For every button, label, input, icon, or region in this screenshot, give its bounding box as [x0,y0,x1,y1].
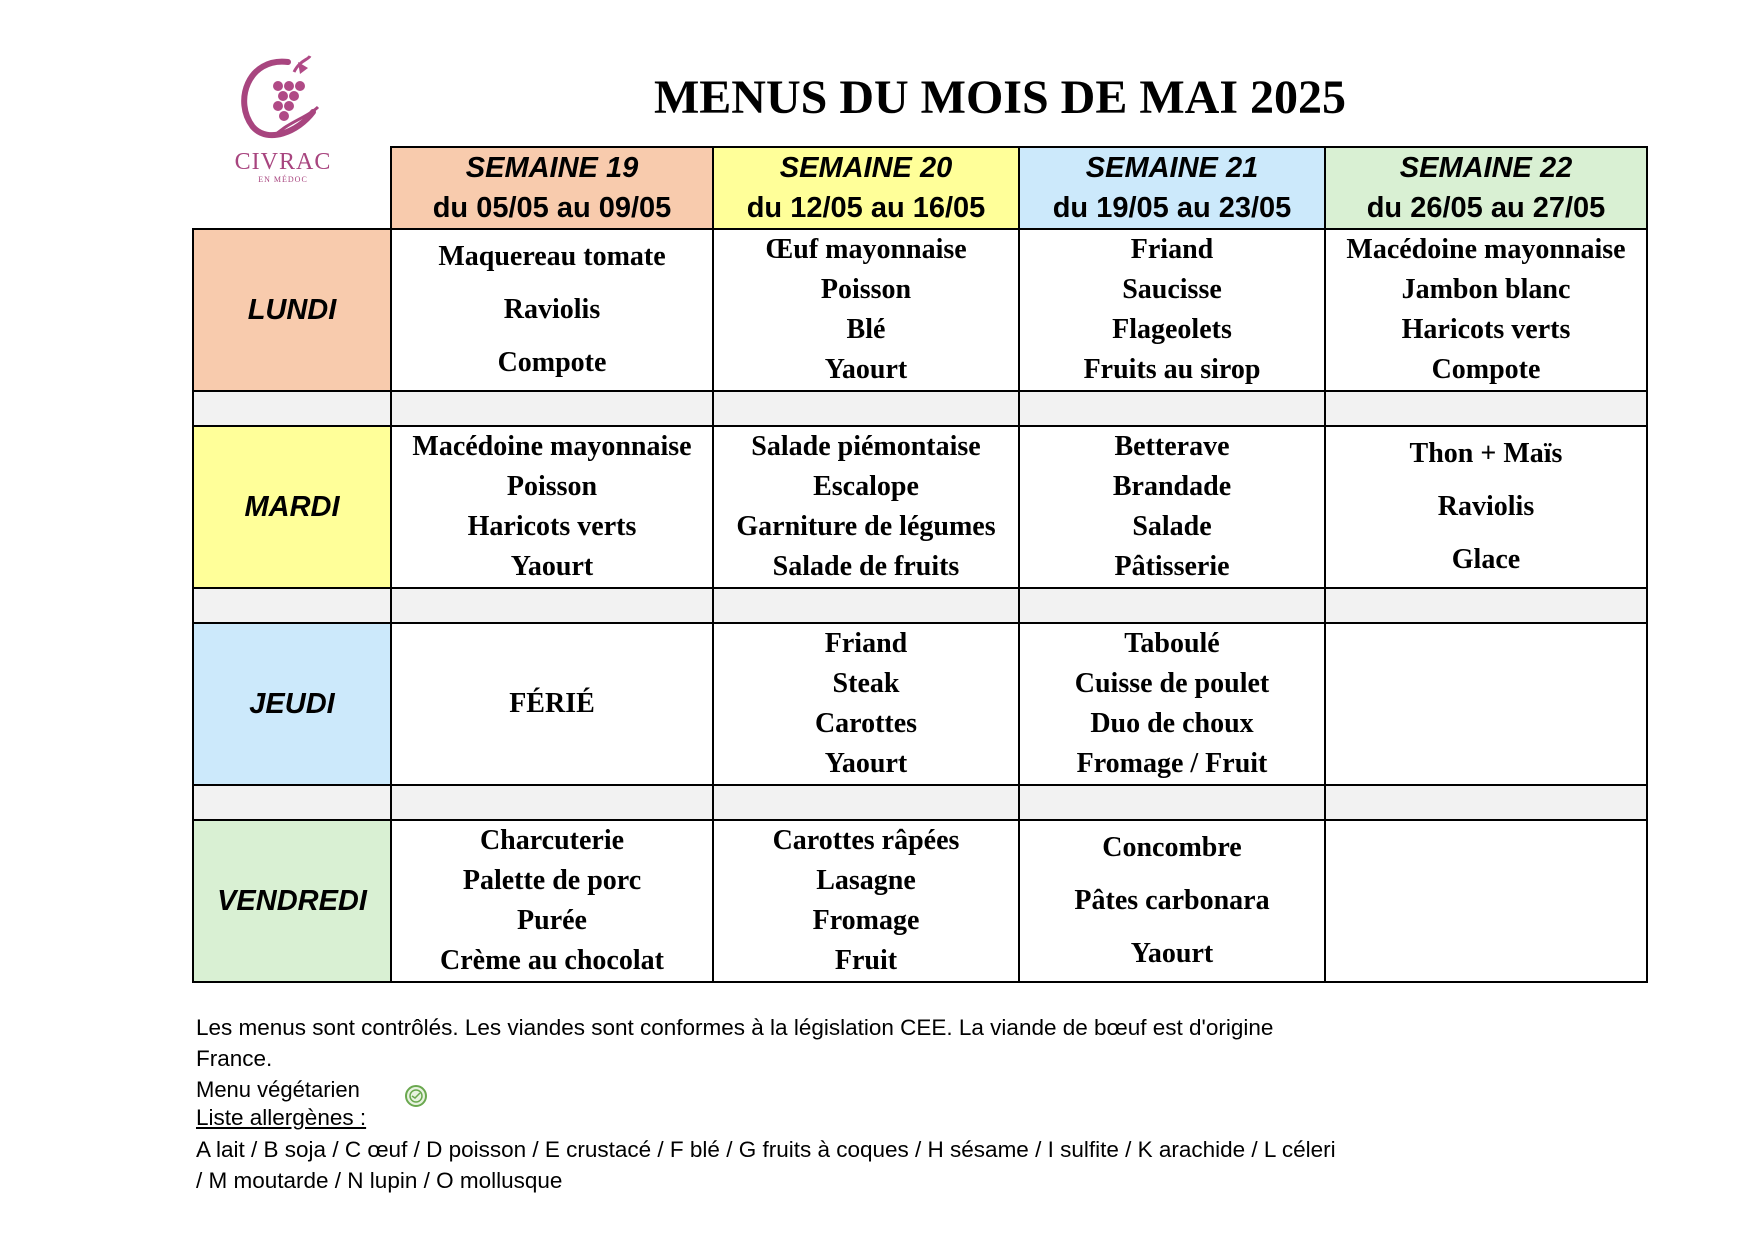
day-label: LUNDI [193,229,391,391]
menu-cell [391,426,713,588]
menu-cell [391,229,713,391]
menu-item: Jambon blanc [1401,274,1571,305]
menu-item: Flageolets [1112,314,1232,345]
menu-item: Glace [1451,544,1521,576]
menu-cell [1325,623,1647,785]
menu-item: Steak [832,668,900,699]
week-header-22 [1325,147,1647,229]
menu-item: Macédoine mayonnaise [1346,234,1626,265]
menu-item: Yaourt [1130,938,1214,970]
menu-items [714,230,1018,390]
menu-items [1326,821,1646,981]
menu-item: Haricots verts [1401,314,1571,345]
menu-item: Pâtes carbonara [1074,884,1270,916]
week-header-19 [391,147,713,229]
spacer-cell [1325,785,1647,820]
spacer-row [193,785,1647,820]
spacer-cell [713,785,1019,820]
menu-item: Pâtisserie [1114,551,1230,582]
menu-item: Saucisse [1122,274,1222,305]
menu-items [392,624,712,784]
week-header-21 [1019,147,1325,229]
spacer-row [193,588,1647,623]
menu-item: Raviolis [1437,490,1535,522]
menu-items [714,624,1018,784]
menu-item: Fruits au sirop [1083,354,1261,385]
menu-cell [713,820,1019,982]
menu-cell [1019,820,1325,982]
menu-items [1020,427,1324,587]
day-row-jeudi [193,623,1647,785]
week-dates: du 26/05 au 27/05 [1366,192,1606,224]
day-label: JEUDI [193,623,391,785]
menu-items [1326,427,1646,587]
menu-item: Raviolis [503,293,601,325]
menu-item: Haricots verts [467,511,637,542]
menu-item: Salade de fruits [772,551,960,582]
menu-item: Brandade [1112,471,1232,502]
menu-items [714,821,1018,981]
menu-items [392,427,712,587]
logo-name: CIVRAC [234,149,332,175]
menu-item: Macédoine mayonnaise [412,431,692,462]
day-row-vendredi [193,820,1647,982]
menu-item: Fruit [834,945,898,976]
menu-cell [1019,623,1325,785]
menu-item: Carottes râpées [772,825,960,856]
vegetarian-icon [404,1084,428,1108]
spacer-cell [193,391,391,426]
spacer-cell [193,785,391,820]
menu-items [1020,624,1324,784]
week-dates: du 12/05 au 16/05 [746,192,986,224]
menu-items [1020,230,1324,390]
menu-cell [1325,820,1647,982]
spacer-cell [391,785,713,820]
menu-item: Concombre [1102,831,1242,863]
week-label: SEMAINE 20 [779,152,953,184]
menu-item: Friand [824,628,908,659]
menu-cell [1019,426,1325,588]
menu-items [1326,624,1646,784]
menu-items [1326,230,1646,390]
week-label: SEMAINE 19 [465,152,639,184]
menu-item: Purée [517,905,587,936]
menu-cell [1325,426,1647,588]
menu-item: Maquereau tomate [438,240,666,272]
spacer-cell [1019,785,1325,820]
spacer-cell [1019,391,1325,426]
menu-item: Duo de choux [1090,708,1254,739]
menu-item: Carottes [814,708,918,739]
menu-item: Crème au chocolat [440,945,664,976]
menu-item: Friand [1130,234,1214,265]
spacer-cell [1019,588,1325,623]
spacer-cell [193,588,391,623]
spacer-row [193,391,1647,426]
allergen-list-title: Liste allergènes : [196,1105,367,1130]
grape-logo-icon [228,52,338,152]
menu-item: Poisson [820,274,912,305]
menu-item: Compote [1431,354,1541,385]
menu-item: Betterave [1114,431,1230,462]
menu-items [392,230,712,390]
week-label: SEMAINE 21 [1085,152,1259,184]
page-title: MENUS DU MOIS DE MAI 2025 [653,71,1346,124]
menu-cell [1019,229,1325,391]
menu-items [714,427,1018,587]
week-header-20 [713,147,1019,229]
menu-items [1020,821,1324,981]
menu-item: Salade piémontaise [751,431,981,462]
menu-cell [391,623,713,785]
menu-item: FÉRIÉ [509,688,595,719]
day-row-mardi [193,426,1647,588]
week-label: SEMAINE 22 [1399,152,1573,184]
menu-item: Charcuterie [479,825,625,856]
day-label: VENDREDI [193,820,391,982]
menu-item: Garniture de légumes [736,511,996,542]
week-header-row [193,147,1647,229]
menu-cell [1325,229,1647,391]
menu-item: Palette de porc [462,865,642,896]
day-row-lundi [193,229,1647,391]
menu-cell [713,229,1019,391]
menu-cell [713,623,1019,785]
control-note: Les menus sont contrôlés. Les viandes sont conformes à la législation CEE. La viande de bœuf est d'origine France. [196,1015,1274,1071]
menu-item: Fromage [812,905,920,936]
menu-item: Œuf mayonnaise [765,234,967,265]
menu-cell [713,426,1019,588]
spacer-cell [713,391,1019,426]
table-corner [193,147,391,229]
menu-items [392,821,712,981]
menu-item: Thon + Maïs [1409,437,1563,469]
menu-table [192,146,1648,983]
menu-item: Yaourt [510,551,594,582]
spacer-cell [1325,391,1647,426]
logo-subtitle: EN MÉDOC [258,175,308,184]
menu-item: Blé [846,314,886,345]
menu-item: Yaourt [824,748,908,779]
week-dates: du 19/05 au 23/05 [1052,192,1292,224]
day-label: MARDI [193,426,391,588]
vegetarian-legend: Menu végétarien [196,1077,360,1102]
menu-item: Escalope [813,471,919,502]
menu-item: Cuisse de poulet [1074,668,1270,699]
spacer-cell [391,391,713,426]
menu-item: Lasagne [816,865,916,896]
menu-item: Poisson [506,471,598,502]
menu-item: Fromage / Fruit [1076,748,1268,779]
week-dates: du 05/05 au 09/05 [432,192,672,224]
menu-item: Yaourt [824,354,908,385]
spacer-cell [1325,588,1647,623]
menu-item: Salade [1132,511,1212,542]
menu-cell [391,820,713,982]
spacer-cell [713,588,1019,623]
menu-item: Taboulé [1124,628,1220,659]
spacer-cell [391,588,713,623]
menu-item: Compote [497,347,607,379]
allergen-list: A lait / B soja / C œuf / D poisson / E crustacé / F blé / G fruits à coques / H sésame / I sulfite / K arachide / L céleri / M moutarde / N lupin / O mollusque [196,1137,1336,1193]
